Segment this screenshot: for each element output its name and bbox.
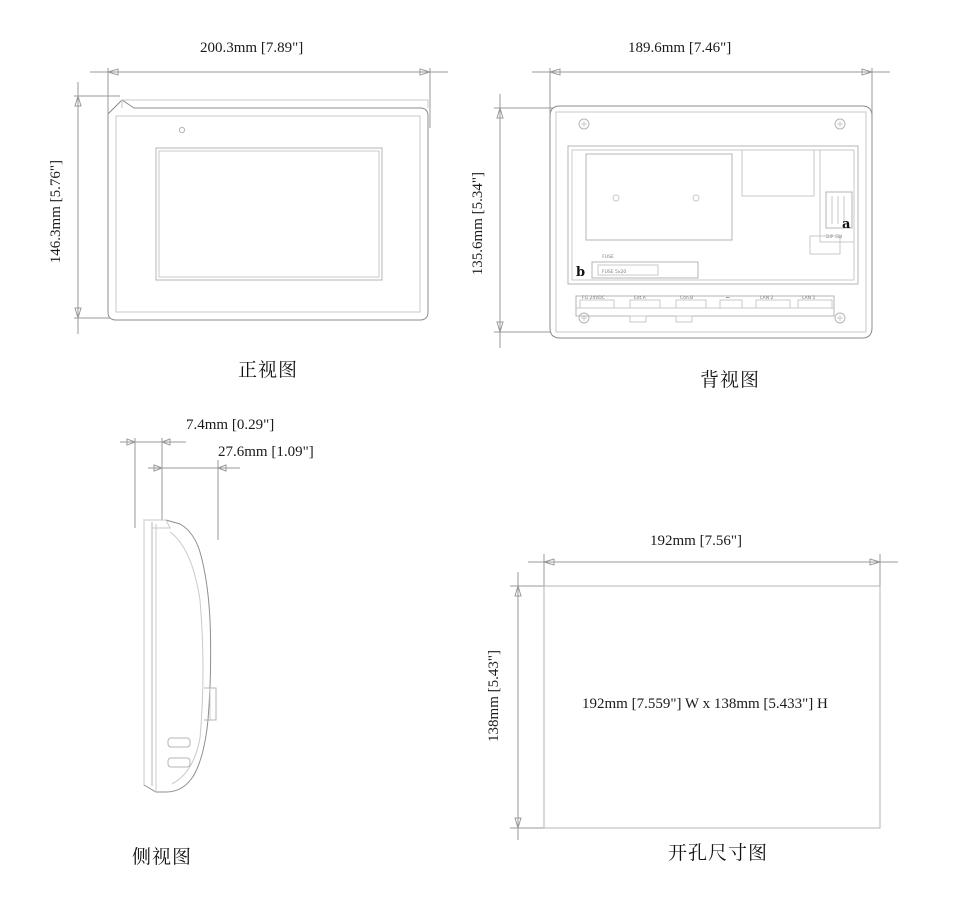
svg-text:LAN 2: LAN 2 [760,296,774,301]
cutout-view-graphic [500,540,920,840]
svg-text:b: b [576,265,586,280]
front-height-dimension: 146.3mm [5.76"] [48,160,64,264]
cutout-height-dimension: 138mm [5.43"] [486,650,502,742]
side-view-graphic [100,420,400,840]
svg-text:FUSE 5x20: FUSE 5x20 [602,270,627,275]
svg-text:⎓: ⎓ [726,296,730,301]
rear-view [470,40,920,390]
cutout-view [486,533,920,840]
front-view-caption: 正视图 [238,359,299,381]
cutout-view-caption: 开孔尺寸图 [668,842,769,864]
side-depth-dimension-2: 27.6mm [1.09"] [218,444,314,460]
side-depth-dimension-1: 7.4mm [0.29"] [186,417,275,433]
cutout-width-dimension: 192mm [7.56"] [650,533,742,549]
front-view-graphic [60,50,460,390]
side-view [100,417,400,840]
svg-text:LAN 1: LAN 1 [802,296,816,301]
svg-text:FUSE: FUSE [602,255,614,260]
rear-view-graphic [480,50,920,390]
svg-text:Con.B: Con.B [680,296,694,301]
svg-text:Ext.A: Ext.A [634,296,646,301]
rear-width-dimension: 189.6mm [7.46"] [628,40,732,56]
rear-view-caption: 背视图 [700,369,761,391]
cutout-size-text: 192mm [7.559"] W x 138mm [5.433"] H [582,696,828,712]
side-view-caption: 侧视图 [132,846,193,868]
svg-text:a: a [842,217,851,232]
rear-height-dimension: 135.6mm [5.34"] [470,172,486,276]
svg-text:DIP SW: DIP SW [826,235,843,240]
svg-text:FG 24VDC: FG 24VDC [582,296,605,301]
front-width-dimension: 200.3mm [7.89"] [200,40,304,56]
front-view [48,40,460,390]
